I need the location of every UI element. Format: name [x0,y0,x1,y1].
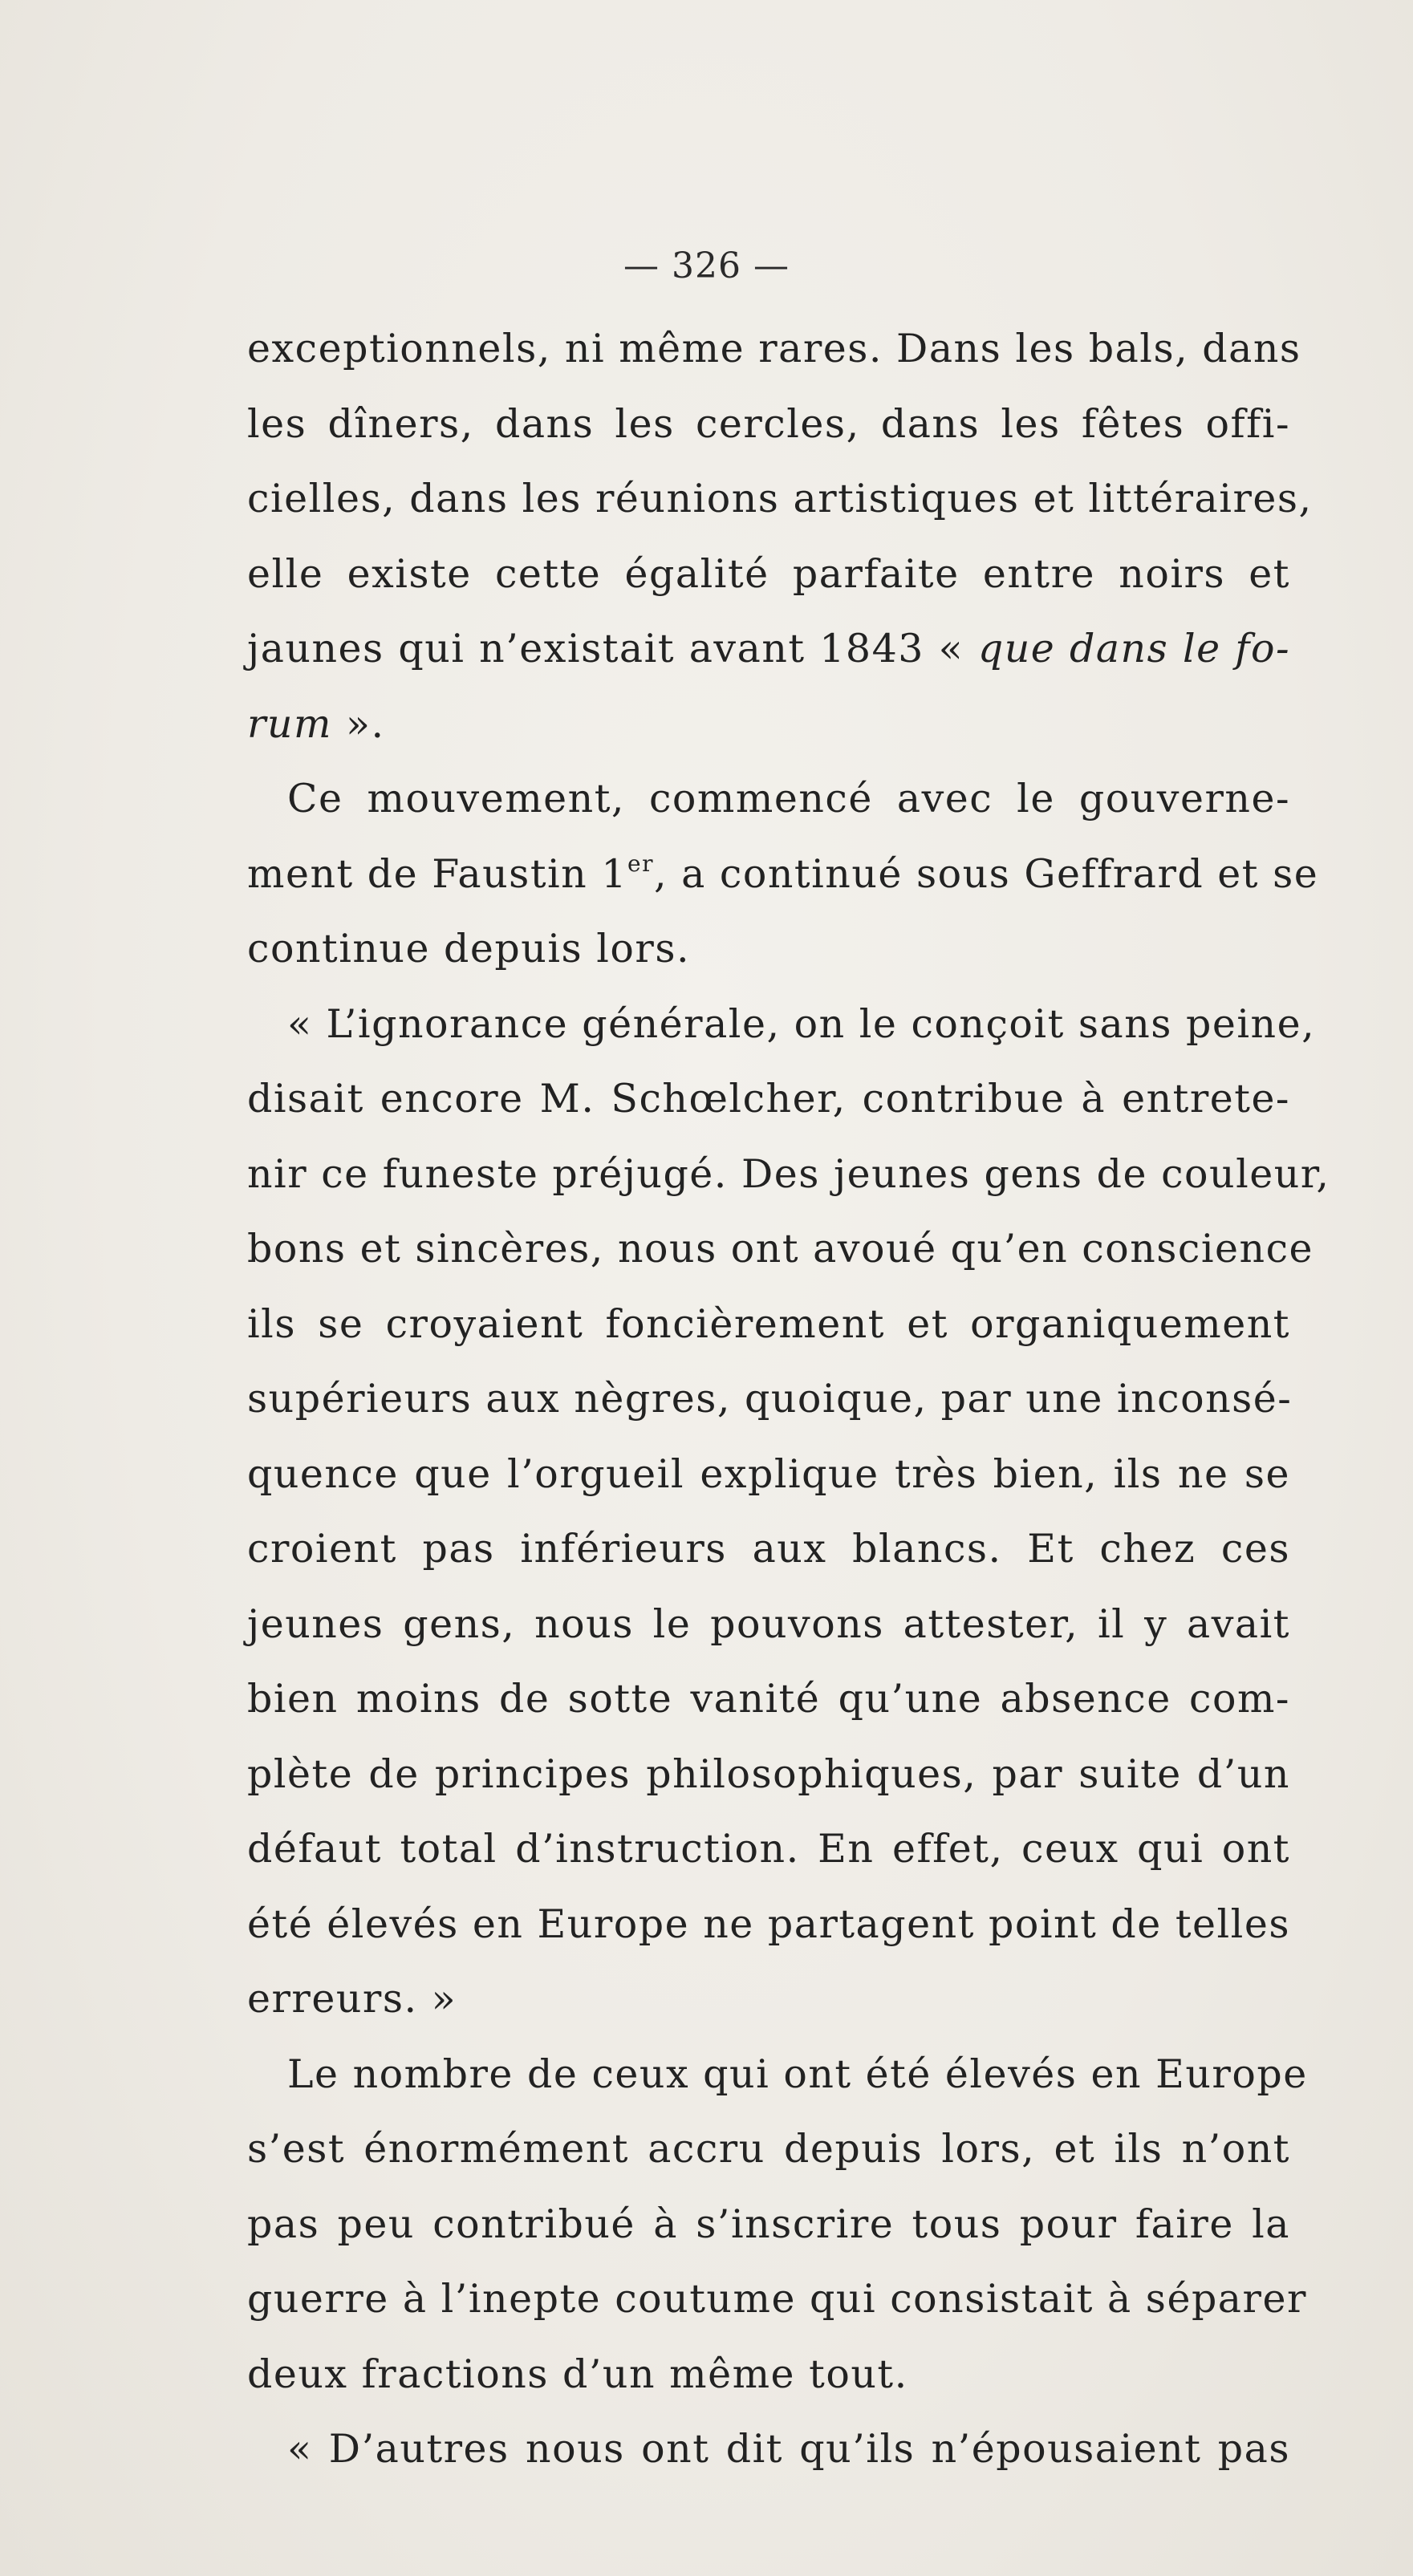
text-line: croient pas inférieurs aux blancs. Et chez ces [247,1526,1290,1572]
text-line: plète de principes philosophiques, par suite d’un [247,1750,1290,1797]
text-line: bien moins de sotte vanité qu’une absence com- [247,1676,1290,1722]
text-line: guerre à l’inepte coutume qui consistait à séparer [247,2276,1307,2322]
text-run: ». [331,700,385,747]
text-run: ment de Faustin 1 [247,850,627,897]
paragraph-start: Ce mouvement, commencé avec le gouverne- [287,776,1290,821]
text-run: jaunes qui n’existait avant 1843 « [247,626,978,671]
text-line: nir ce funeste préjugé. Des jeunes gens de couleur, [247,1150,1330,1197]
text-line: elle existe cette égalité parfaite entre noirs et [247,550,1290,597]
text-line: disait encore M. Schœlcher, contribue à entrete- [247,1076,1290,1122]
text-line [247,687,1290,762]
text-line: jeunes gens, nous le pouvons attester, il y avait [247,1600,1290,1647]
text-line: été élevés en Europe ne partagent point de telles [247,1901,1290,1947]
page-number: — 326 — [623,245,790,286]
text-line: supérieurs aux nègres, quoique, par une inconsé- [247,1376,1293,1422]
paragraph-start: « L’ignorance générale, on le conçoit sans peine, [287,1000,1316,1047]
paragraph-start: Le nombre de ceux qui ont été élevés en Europe [287,2051,1308,2097]
text-line: cielles, dans les réunions artistiques et littéraires, [247,476,1313,521]
text-line [247,611,1290,687]
text-line: deux fractions d’un même tout. [247,2351,908,2397]
text-line: bons et sincères, nous ont avoué qu’en conscience [247,1226,1314,1272]
text-line: pas peu contribué à s’inscrire tous pour faire la [247,2201,1290,2247]
text-line: quence que l’orgueil explique très bien, ils ne se [247,1450,1290,1497]
text-line: s’est énormément accru depuis lors, et ils n’ont [247,2126,1290,2172]
superscript: er [627,850,654,877]
text-line [247,837,1319,912]
text-line: continue depuis lors. [247,926,691,972]
text-line: erreurs. » [247,1976,457,2022]
text-run: , a continué sous Geffrard et se [653,850,1319,897]
text-line: exceptionnels, ni même rares. Dans les bals, dans [247,326,1301,371]
text-line: défaut total d’instruction. En effet, ceux qui ont [247,1826,1290,1872]
body-text [247,311,1330,2487]
italic-quote: que dans le fo- [977,626,1291,671]
italic-quote: rum [247,700,332,747]
paragraph-start: « D’autres nous ont dit qu’ils n’épousaient pas [287,2426,1290,2472]
text-line: les dîners, dans les cercles, dans les fêtes offi- [247,400,1290,447]
text-line: ils se croyaient foncièrement et organiquement [247,1300,1290,1347]
